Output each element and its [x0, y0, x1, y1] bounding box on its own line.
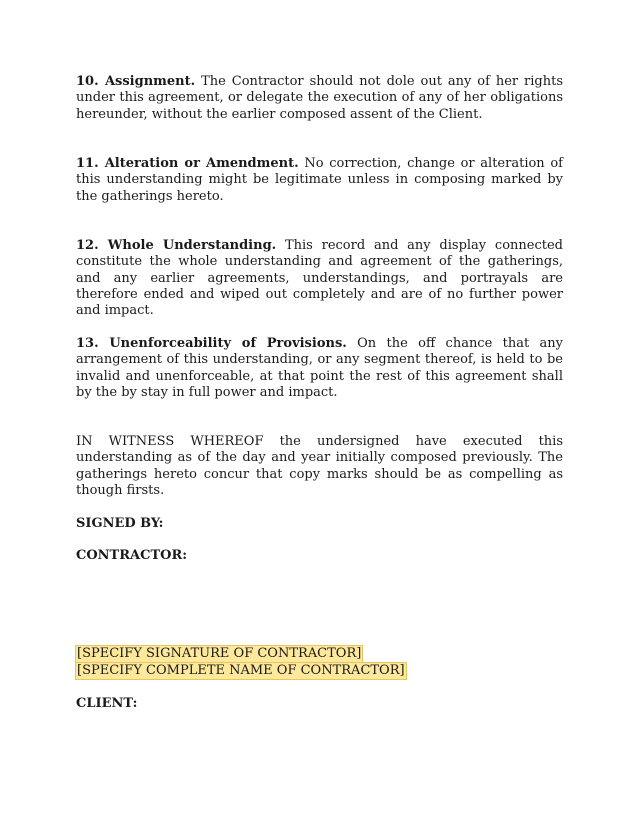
section-assignment: [76, 74, 563, 123]
contractor-name-placeholder[interactable]: [SPECIFY COMPLETE NAME OF CONTRACTOR]: [77, 662, 405, 678]
contractor-placeholders: [76, 646, 406, 679]
section-body: The Contractor should not dole out any of her rights under this agreement, or delegate the execution of any of her obligations hereunder, without the earlier composed assent of the Client.: [76, 74, 563, 122]
section-heading: 11. Alteration or Amendment.: [76, 156, 299, 171]
section-body: This record and any display connected constitute the whole understanding and agreement of the gatherings, and any earlier agreements, understandings, and portrayals are therefore ended and wiped out completely and are of no further power and impact.: [76, 238, 563, 319]
signed-by-label: SIGNED BY:: [76, 516, 164, 531]
section-body: On the off chance that any arrangement of this understanding, or any segment thereof, is held to be invalid and unenforceable, at that point the rest of this agreement shall by the by stay in full power and impact.: [76, 336, 564, 400]
section-whole-understanding: [76, 238, 563, 319]
section-heading: 13. Unenforceability of Provisions.: [76, 336, 347, 351]
witness-paragraph: IN WITNESS WHEREOF the undersigned have executed this understanding as of the day and year initially composed previously. The gatherings hereto concur that copy marks should be as compelling as though firsts.: [76, 434, 563, 498]
section-heading: 10. Assignment.: [76, 74, 196, 89]
section-alteration: [76, 156, 563, 205]
section-body: No correction, change or alteration of this understanding might be legitimate unless in composing marked by the gatherings hereto.: [76, 156, 563, 204]
contractor-label: CONTRACTOR:: [76, 548, 188, 563]
contractor-signature-placeholder[interactable]: [SPECIFY SIGNATURE OF CONTRACTOR]: [77, 646, 362, 661]
section-heading: 12. Whole Understanding.: [76, 238, 277, 253]
section-unenforceability: [76, 336, 563, 401]
client-label: CLIENT:: [76, 696, 138, 711]
